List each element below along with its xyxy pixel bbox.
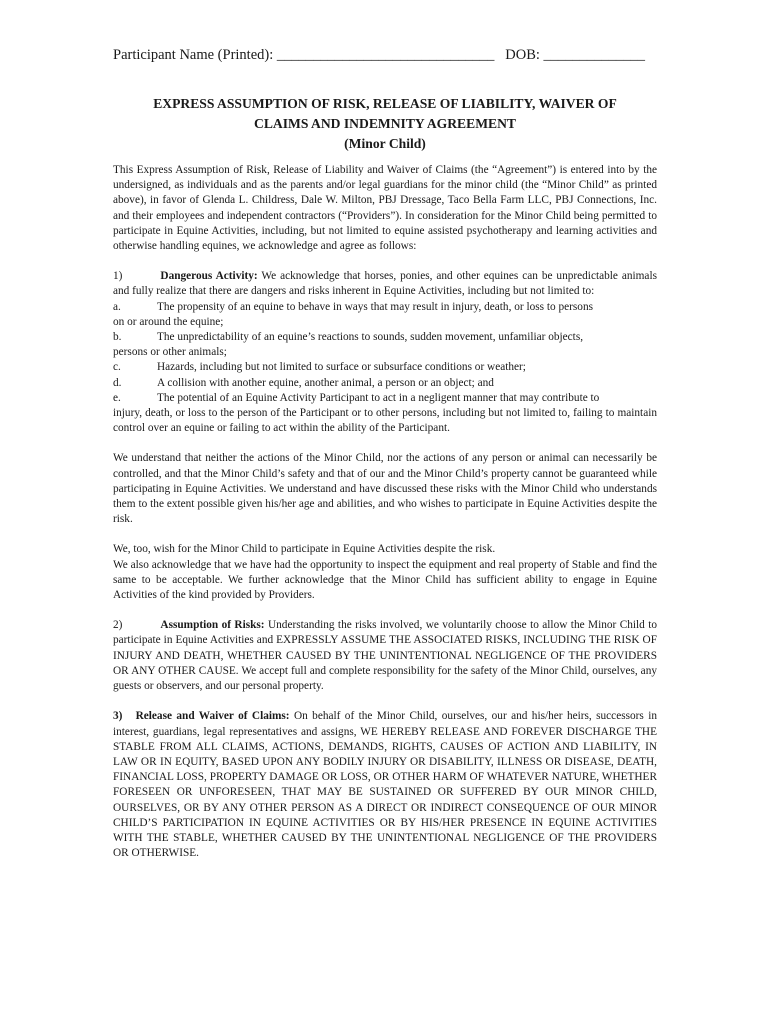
risk-item-continuation: persons or other animals; [113, 346, 227, 359]
risk-item [113, 391, 657, 437]
title-line-3: (Minor Child) [344, 136, 426, 151]
risk-item-text: The propensity of an equine to behave in ways that may result in injury, death, or loss to persons [157, 300, 593, 313]
risk-item [113, 360, 657, 375]
wish-paragraph: We, too, wish for the Minor Child to participate in Equine Activities despite the risk. [113, 543, 496, 556]
section-1-text: We acknowledge that horses, ponies, and other equines can be unpredictable animals and fully realize that there are dangers and risks inherent in Equine Activities, including but not limited to: [113, 270, 657, 298]
risk-item-text: A collision with another equine, another animal, a person or an object; and [157, 376, 494, 389]
risk-item-text: Hazards, including but not limited to surface or subsurface conditions or weather; [157, 361, 526, 374]
risk-item-label: e. [113, 391, 121, 404]
section-2-heading: Assumption of Risks: [160, 619, 265, 632]
title-line-2: CLAIMS AND INDEMNITY AGREEMENT [254, 116, 516, 131]
risk-item-label: a. [113, 300, 121, 313]
section-3-paragraph [113, 709, 657, 861]
risk-item [113, 300, 657, 330]
section-1-paragraph [113, 269, 657, 299]
section-3-heading: Release and Waiver of Claims: [135, 710, 290, 723]
risk-item-label: b. [113, 331, 122, 344]
risk-list [113, 300, 657, 437]
section-1-number: 1) [113, 270, 123, 283]
section-2-text: Understanding the risks involved, we voluntarily choose to allow the Minor Child to participate in Equine Activities and EXPRESSLY ASSUME THE ASSOCIATED RISKS, INCLUDING THE RISK OF INJURY AND DEATH, WHETHER CAUSED BY THE UNINTENTIONAL NEGLIGENCE OF THE PROVIDERS OR ANY OTHER CAUSE. We accept full and complete responsibility for the safety of the Minor Child, ourselves, any guests or observers, and our personal property. [113, 619, 658, 693]
risk-item [113, 376, 657, 391]
risk-item [113, 330, 657, 360]
intro-paragraph: This Express Assumption of Risk, Release of Liability and Waiver of Claims (the “Agreement”) is entered into by the undersigned, as individuals and as the parents and/or legal guardians for the minor child (the “Minor Child” as printed above), in favor of Glenda L. Childress, Dale W. Milton, PBJ Dressage, Taco Bella Farm LLC, PBJ Connections, Inc. and their employees and independent contractors (“Providers”). In consideration for the Minor Child being permitted to participate in Equine Activities, including, but not limited to equine assisted psychotherapy and learning activities and otherwise handling equines, we acknowledge and agree as follows: [113, 164, 657, 253]
agreement-body [113, 163, 657, 876]
risk-item-label: c. [113, 361, 121, 374]
inspection-paragraph: We also acknowledge that we have had the opportunity to inspect the equipment and real property of Stable and find the same to be acceptable. We further acknowledge that the Minor Child has sufficient ability to engage in Equine Activities of the kind provided by Providers. [113, 558, 657, 602]
risk-item-text: The unpredictability of an equine’s reactions to sounds, sudden movement, unfamiliar objects, [157, 331, 584, 344]
risk-item-continuation: injury, death, or loss to the person of the Participant or to other persons, including but not limited to, failing to maintain control over an equine or failing to act within the ability of the Participant. [113, 407, 657, 435]
section-2-number: 2) [113, 619, 123, 632]
understanding-paragraph: We understand that neither the actions of the Minor Child, nor the actions of any person or animal can necessarily be controlled, and that the Minor Child’s safety and that of our and the Minor Child’s property cannot be guaranteed while participating in Equine Activities. We understand and have discussed these risks with the Minor Child who understands them to the extent possible given his/her age and abilities, and who wishes to participate in Equine Activities despite the risk. [113, 452, 657, 526]
section-2-paragraph [113, 618, 657, 694]
title-line-1: EXPRESS ASSUMPTION OF RISK, RELEASE OF LIABILITY, WAIVER OF [153, 96, 617, 111]
section-3-number: 3) [113, 710, 123, 723]
section-1-heading: Dangerous Activity: [160, 270, 258, 283]
risk-item-continuation: on or around the equine; [113, 315, 224, 328]
document-title [90, 94, 680, 154]
section-3-text: On behalf of the Minor Child, ourselves, our and his/her heirs, successors in interest, guardians, legal representatives and assigns, WE HEREBY RELEASE AND FOREVER DISCHARGE THE STABLE FROM ALL CLAIMS, ACTIONS, DEMANDS, RIGHTS, CAUSES OF ACTION AND LIABILITY, IN LAW OR IN EQUITY, BASED UPON ANY BODILY INJURY OR DISABILITY, ILLNESS OR DISEASE, DEATH, FINANCIAL LOSS, PROPERTY DAMAGE OR LOSS, OR OTHER HARM OF WHATEVER NATURE, WHETHER FORESEEN OR UNFORESEEN, THAT MAY BE SUSTAINED OR SUFFERED BY OUR MINOR CHILD, OURSELVES, OR BY ANY OTHER PERSON AS A DIRECT OR INDIRECT CONSEQUENCE OF OUR MINOR CHILD’S PARTICIPATION IN EQUINE ACTIVITIES OR BY HIS/HER PRESENCE IN EQUINE ACTIVITIES WITH THE STABLE, WHETHER CAUSED BY THE UNINTENTIONAL NEGLIGENCE OF THE PROVIDERS OR OTHERWISE. [113, 710, 657, 860]
participant-name-dob-line: Participant Name (Printed): ______________________________ DOB: ______________ [113, 47, 646, 63]
risk-item-label: d. [113, 376, 122, 389]
risk-item-text: The potential of an Equine Activity Participant to act in a negligent manner that may contribute to [157, 391, 600, 404]
